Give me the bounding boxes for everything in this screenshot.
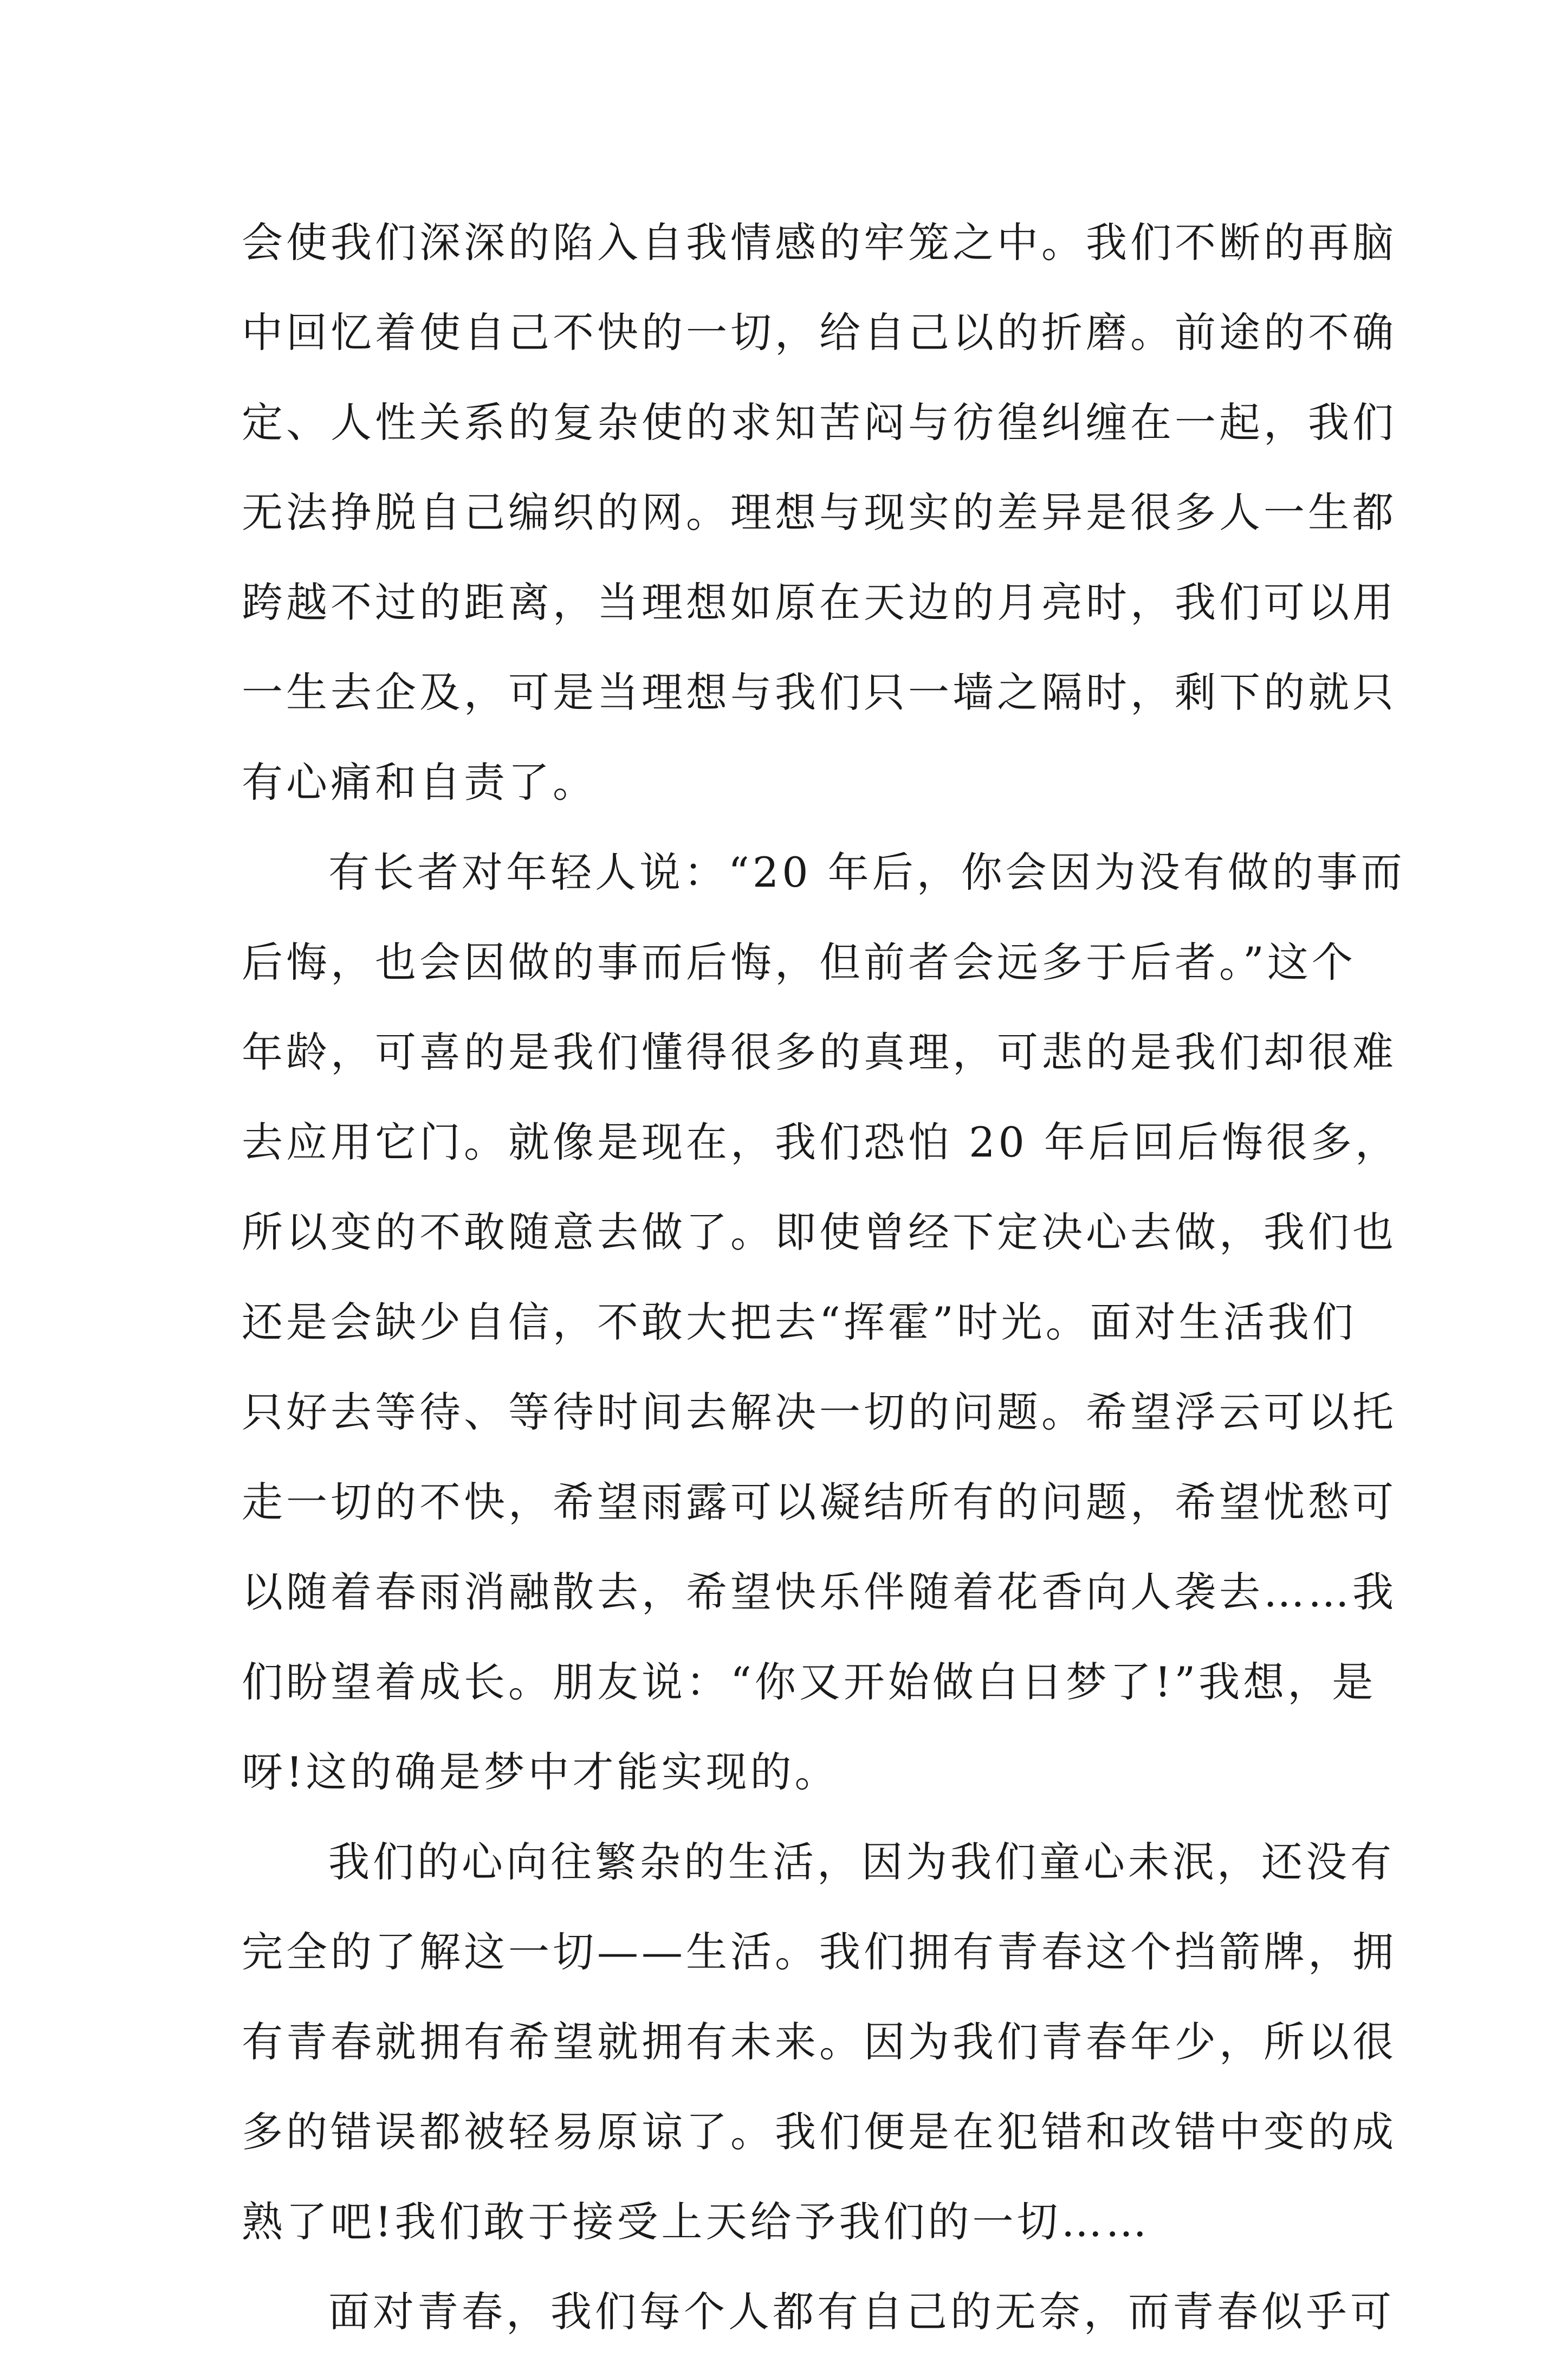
text-line: 以随着春雨消融散去，希望快乐伴随着花香向人袭去……我 [242,1568,1397,1616]
text-line: 年龄，可喜的是我们懂得很多的真理，可悲的是我们却很难 [242,1028,1397,1076]
text-line: 一生去企及，可是当理想与我们只一墙之隔时，剩下的就只 [242,668,1397,716]
text-line: 所以变的不敢随意去做了。即使曾经下定决心去做，我们也 [242,1208,1397,1256]
text-line: 完全的了解这一切——生活。我们拥有青春这个挡箭牌，拥 [242,1928,1397,1976]
text-line: 定、人性关系的复杂使的求知苦闷与彷徨纠缠在一起，我们 [242,398,1397,447]
paragraph [242,1817,1397,2267]
paragraph [242,2267,1395,2357]
text-line: 走一切的不快，希望雨露可以凝结所有的问题，希望忧愁可 [242,1478,1397,1526]
paragraph [242,198,1397,828]
text-line: 有长者对年轻人说：“20 年后，你会因为没有做的事而 [328,848,1405,896]
text-line: 呀!这的确是梦中才能实现的。 [242,1748,839,1796]
text-line: 有心痛和自责了。 [242,758,597,806]
text-line: 面对青春，我们每个人都有自己的无奈，而青春似乎可 [328,2288,1395,2336]
text-line: 熟了吧!我们敢于接受上天给予我们的一切…… [242,2198,1150,2246]
text-line: 会使我们深深的陷入自我情感的牢笼之中。我们不断的再脑 [242,218,1397,267]
text-line: 们盼望着成长。朋友说：“你又开始做白日梦了!”我想，是 [242,1658,1377,1706]
text-line: 多的错误都被轻易原谅了。我们便是在犯错和改错中变的成 [242,2108,1397,2156]
text-line: 有青春就拥有希望就拥有未来。因为我们青春年少，所以很 [242,2018,1397,2066]
text-line: 跨越不过的距离，当理想如原在天边的月亮时，我们可以用 [242,578,1397,627]
document-body [242,198,1405,2357]
text-line: 我们的心向往繁杂的生活，因为我们童心未泯，还没有 [328,1838,1395,1886]
text-line: 只好去等待、等待时间去解决一切的问题。希望浮云可以托 [242,1388,1397,1436]
text-line: 去应用它门。就像是现在，我们恐怕 20 年后回后悔很多， [242,1118,1400,1166]
text-line: 无法挣脱自己编织的网。理想与现实的差异是很多人一生都 [242,488,1397,537]
paragraph [242,828,1405,1817]
text-line: 还是会缺少自信，不敢大把去“挥霍”时光。面对生活我们 [242,1298,1357,1346]
text-line: 中回忆着使自己不快的一切，给自己以的折磨。前途的不确 [242,308,1397,357]
text-line: 后悔，也会因做的事而后悔，但前者会远多于后者。”这个 [242,938,1356,986]
